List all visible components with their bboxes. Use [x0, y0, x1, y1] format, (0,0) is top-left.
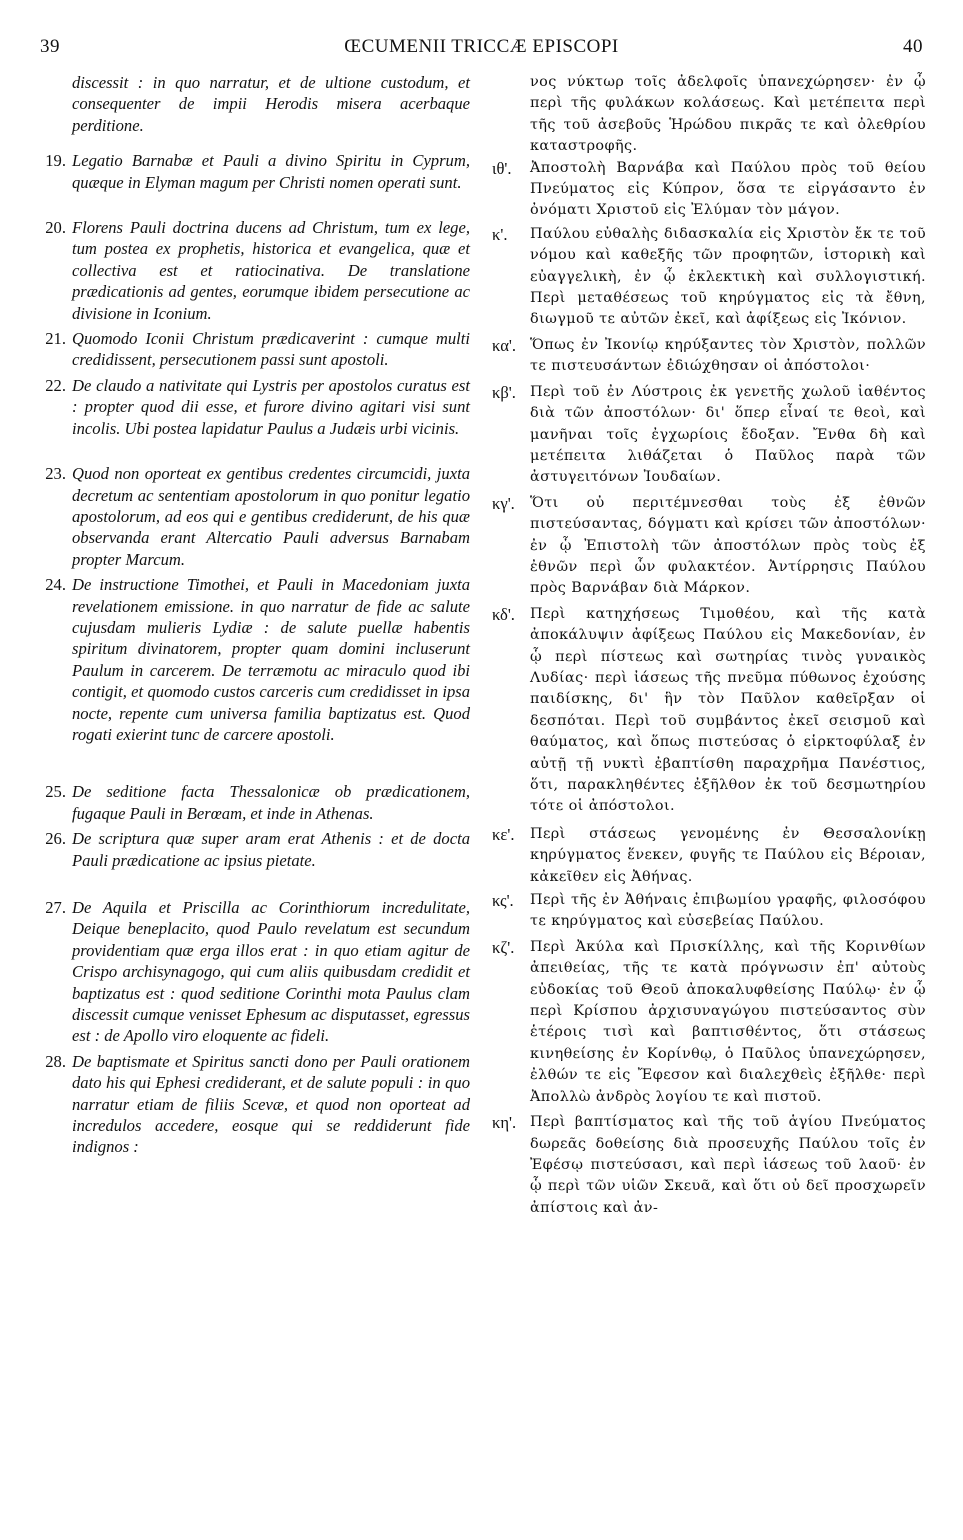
entry-number: κ'. [492, 224, 508, 244]
latin-entry [40, 328, 470, 371]
entry-text: De instructione Timothei, et Pauli in Macedoniam juxta revelationem emissione. in quo narratur de fide ac salute cujusdam mulieris Lydiæ : de salute puellæ habentis spiritum divinatorem, propter quam domini incluserunt Paulum in carcerem. De terræmotu ac miraculo quod ibi contigit, et quomodo custos carceris cum credidisset in ipsa nocte, repente cum universa familia baptizatus est. Quod rogati exierint tunc de carcere apostoli. [72, 575, 470, 744]
entry-text: Περὶ κατηχήσεως Τιμοθέου, καὶ τῆς κατὰ ἀποκάλυψιν ἀφίξεως Παύλου εἰς Μακεδονίαν, ἐν ᾧ περὶ πίστεως καὶ σωτηρίας τινὸς γυναικὸς Λυδίας· περὶ ἰάσεως τῆς πνεῦμα πύθωνος ἐχούσης παιδίσκης, δι' ἣν τὸν Παῦλον καθεῖρξαν οἱ δεσπόται. Περὶ τοῦ συμβάντος ἐκεῖ σεισμοῦ καὶ θαύματος, καὶ ὅπως πιστεύσας ὁ εἱρκτοφύλαξ ἐν αὐτῇ τῇ νυκτὶ ἐβαπτίσθη παραχρῆμα Πανέστιος, ὅτι, παρακληθέντες ἐξῆλθον ἐκ τοῦ δεσμωτηρίου τότε οἱ ἀπόστολοι. [530, 605, 926, 815]
entry-number: κζ'. [492, 937, 515, 957]
entry-text: νος νύκτωρ τοῖς ἀδελφοῖς ὑπανεχώρησεν· ἐν ᾧ περὶ τῆς φυλάκων κολάσεως. Καὶ μετέπειτα περὶ τῆς τοῦ ἀσεβοῦς Ἡρώδου πικρᾶς τε καὶ ὀλεθρίου καταστροφῆς. [530, 74, 926, 155]
entry-number: ιθ'. [492, 158, 512, 178]
greek-entry [492, 824, 926, 888]
greek-entry [492, 890, 926, 933]
latin-entry [40, 574, 470, 745]
greek-entry [492, 382, 926, 489]
latin-entry [40, 463, 470, 570]
entry-number: κδ'. [492, 604, 515, 624]
entry-number: 21. [45, 329, 66, 349]
entry-number: κα'. [492, 335, 517, 355]
latin-entry [40, 150, 470, 193]
entry-text: Περὶ στάσεως γενομένης ἐν Θεσσαλονίκῃ κηρύγματος ἕνεκεν, φυγῆς τε Παύλου εἰς Βέροιαν, κἀκεῖθεν εἰς Ἀθήνας. [530, 825, 926, 885]
entry-text: Περὶ Ἀκύλα καὶ Πρισκίλλης, καὶ τῆς Κορινθίων ἀπειθείας, τῆς τε κατὰ πρόγνωσιν ἐπ' αὐτοὺς εὐδοκίας τοῦ Θεοῦ ἀποκαλυφθείσης Παύλῳ· ἐν ᾧ περὶ Κρίσπου ἀρχισυναγώγου πιστεύσαντος σὺν ἑτέροις τισὶ καὶ βαπτισθέντος, ὅτι στάσεως κινηθείσης ἐν Κορίνθῳ, ὁ Παῦλος ὑπανεχώρησεν, ἐλθών τε εἰς Ἔφεσον καὶ διαλεχθεὶς ἐξῆλθε· περὶ Ἀπολλὼ ἀνδρὸς λογίου τε καὶ πιστοῦ. [530, 938, 926, 1105]
entry-number: κε'. [492, 824, 515, 844]
entry-number: κς'. [492, 891, 514, 911]
entry-number: 20. [45, 218, 66, 238]
latin-entry [40, 1051, 470, 1158]
entry-text: Παύλου εὐθαλὴς διδασκαλία εἰς Χριστὸν ἔκ τε τοῦ νόμου καὶ καθεξῆς τῶν προφητῶν, ἱστορικὴ καὶ εὐαγγελικὴ, ἐν ᾧ ἐκλεκτικὴ καὶ συλλογιστική. Περὶ μεταθέσεως τοῦ κηρύγματος εἰς τὰ ἔθνη, διωγμοῦ τε αὐτῶν ἐκεῖ, καὶ ἀφίξεως εἰς Ἰκόνιον. [530, 225, 926, 328]
entry-number: 28. [45, 1051, 66, 1071]
greek-entry [492, 937, 926, 1108]
entry-text: Ἀποστολὴ Βαρνάβα καὶ Παύλου πρὸς τοῦ θείου Πνεύματος εἰς Κύπρον, ὅσα τε εἰργάσαντο ἐν ὀνόματι Χριστοῦ εἰς Ἐλύμαν τὸν μάγον. [530, 159, 926, 219]
greek-column [492, 72, 926, 1219]
greek-entry [492, 1112, 926, 1219]
entry-text: De baptismate et Spiritus sancti dono per Pauli orationem dato his qui Ephesi crediderant, et de salute populi : in quo narratur etiam de filiis Scevæ, et quod non oporteat ad incredulos accedere, eosque qui se reddiderunt fide indignos : [72, 1051, 470, 1157]
entry-text: De scriptura quæ super aram erat Athenis : et de docta Pauli prædicatione ac ipsius pietate. [72, 829, 470, 870]
greek-entry [492, 72, 926, 158]
running-title: ŒCUMENII TRICCÆ EPISCOPI [344, 36, 619, 57]
running-header [40, 36, 923, 58]
latin-entry [40, 897, 470, 1047]
entry-number: 19. [45, 151, 66, 171]
entry-text: discessit : in quo narratur, et de ultione custodum, et consequenter de impii Herodis misera acerbaque perditione. [72, 73, 470, 135]
greek-entry [492, 224, 926, 331]
entry-number: 23. [45, 464, 66, 484]
entry-text: De Aquila et Priscilla ac Corinthiorum incredulitate, Deique beneplacito, quod Paulo revelatum est secundum providentiam quæ erga illos erat : in quo etiam agitur de Crispo archisynagogo, qui cum aliis quibusdam credidit et baptizatus est : quod seditione Corinthi mota Paulus clam discessit cumque venisset Ephesum ac disputasset, egressus est : de Apollo viro eloquente ac fideli. [72, 898, 470, 1046]
latin-entry [40, 72, 470, 136]
entry-text: De seditione facta Thessalonicæ ob prædicationem, fugaque Pauli in Berœam, et inde in Athenas. [72, 782, 470, 823]
latin-entry [40, 781, 470, 824]
latin-entry [40, 217, 470, 324]
greek-entry [492, 604, 926, 818]
page-number-left: 39 [40, 36, 60, 57]
page-number-right: 40 [903, 36, 923, 57]
entry-text: Περὶ τῆς ἐν Ἀθήναις ἐπιβωμίου γραφῆς, φιλοσόφου τε κηρύγματος καὶ εὐσεβείας Παύλου. [530, 892, 926, 930]
greek-entry [492, 493, 926, 600]
entry-number: 24. [45, 575, 66, 595]
entry-number: 22. [45, 375, 66, 395]
latin-column [40, 72, 470, 1158]
entry-text: Quomodo Iconii Christum prædicaverint : cumque multi credidissent, persecutionem passi sunt apostoli. [72, 329, 470, 370]
greek-entry [492, 158, 926, 222]
entry-text: Quod non oporteat ex gentibus credentes circumcidi, juxta decretum ac sententiam apostolorum in quo ponitur legatio apostolorum, ad eos qui e gentibus crediderunt, de his quæ observanda erant Altercatio Pauli adversus Barnabam propter Marcum. [72, 464, 470, 569]
entry-number: 26. [45, 829, 66, 849]
entry-text: Ὅπως ἐν Ἰκονίῳ κηρύξαντες τὸν Χριστὸν, πολλῶν τε πιστευσάντων ἐδιώχθησαν οἱ ἀπόστολοι· [530, 336, 926, 375]
entry-number: 27. [45, 898, 66, 917]
entry-number: κγ'. [492, 493, 515, 513]
latin-entry [40, 828, 470, 871]
entry-text: Florens Pauli doctrina ducens ad Christum, tum ex lege, tum postea ex prophetis, historica et evangelica, quæ et collectiva est et ratiocinativa. De translatione prædicationis ad gentes, eorumque ibidem persecutione ac divisione in Iconium. [72, 218, 470, 323]
entry-text: Περὶ τοῦ ἐν Λύστροις ἐκ γενετῆς χωλοῦ ἰαθέντος διὰ τῶν ἀποστόλων· δι' ὅπερ εἶναί τε θεοὶ, καὶ μανῆναι τοῖς ἐγχωρίοις ἔδοξαν. Ἔνθα δὴ καὶ μετέπειτα λιθάζεται ὁ Παῦλος παρὰ τῶν ἀστυγειτόνων Ἰουδαίων. [530, 383, 926, 486]
latin-entry [40, 375, 470, 439]
greek-entry [492, 335, 926, 378]
entry-number: κη'. [492, 1113, 517, 1133]
entry-number: κβ'. [492, 382, 516, 402]
entry-number: 25. [45, 782, 66, 802]
entry-text: Legatio Barnabæ et Pauli a divino Spiritu in Cyprum, quæque in Elyman magum per Christi nomen operati sunt. [72, 151, 470, 192]
entry-text: De claudo a nativitate qui Lystris per apostolos curatus est : propter quod dii esse, et furore divino agitari visi sunt incolis. Ubi postea lapidatur Paulus a Judæis urbi vicinis. [72, 375, 470, 438]
entry-text: Περὶ βαπτίσματος καὶ τῆς τοῦ ἁγίου Πνεύματος δωρεᾶς δοθείσης διὰ προσευχῆς Παύλου τοῖς ἐν Ἐφέσῳ πιστεύσασι, καὶ περὶ ἰάσεως τοῦ λαοῦ· ἐν ᾧ περὶ τῶν υἱῶν Σκευᾶ, καὶ ὅτι οὐ δεῖ προσχωρεῖν ἀπίστοις καὶ ἀν- [530, 1114, 926, 1216]
entry-text: Ὅτι οὐ περιτέμνεσθαι τοὺς ἐξ ἐθνῶν πιστεύσαντας, δόγματι καὶ κρίσει τῶν ἀποστόλων· ἐν ᾧ Ἐπιστολὴ τῶν ἀποστόλων πρὸς τοὺς ἐξ ἐθνῶν περὶ ὧν φυλακτέον. Ἀντίρρησις Παύλου πρὸς Βαρνάβαν διὰ Μάρκον. [530, 494, 926, 597]
